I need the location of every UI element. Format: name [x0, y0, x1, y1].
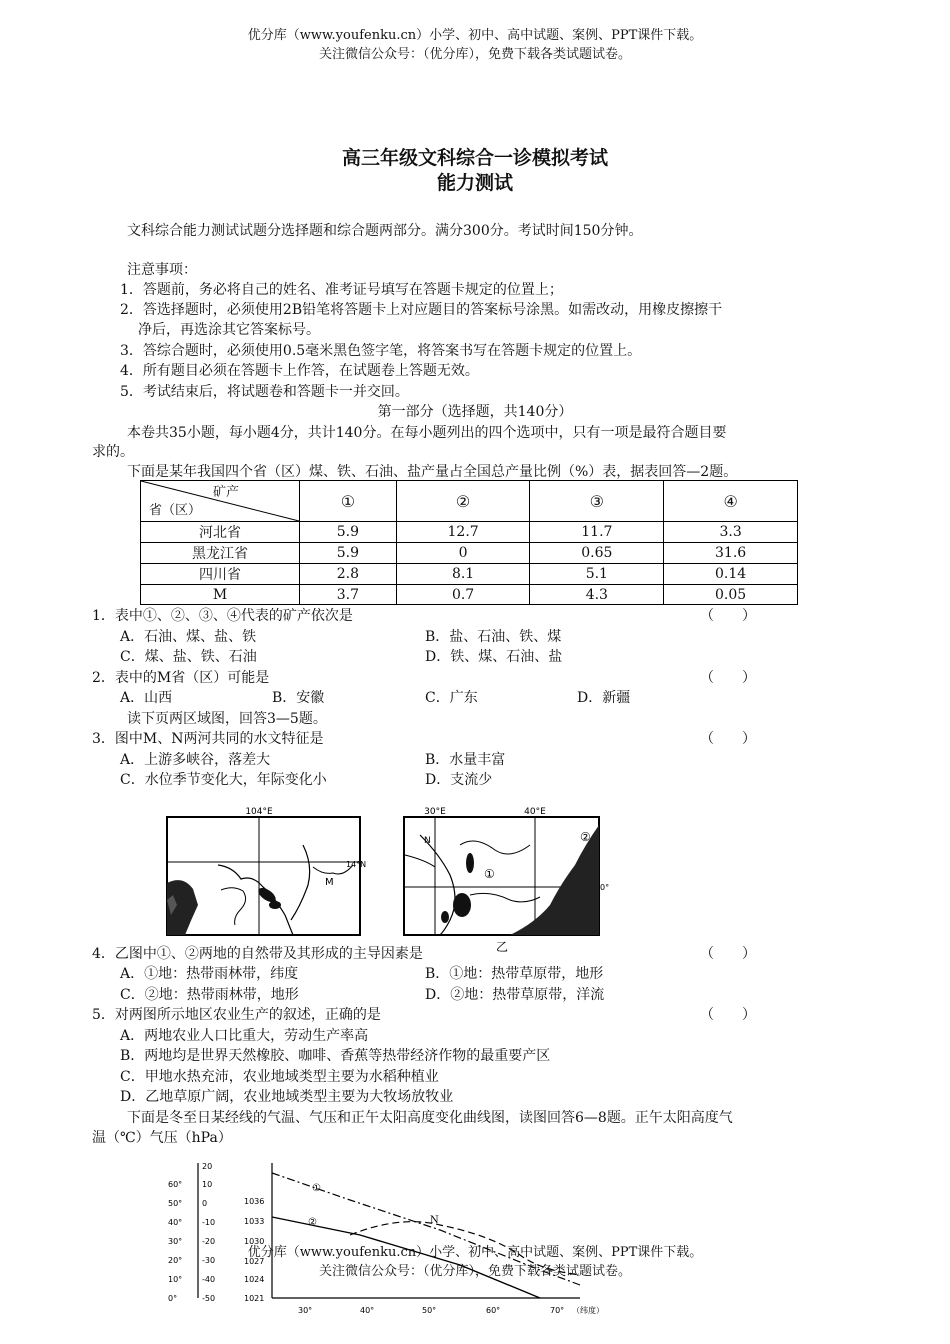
cell: 4.3 — [530, 585, 664, 605]
footer-line-2: 关注微信公众号：（优分库），免费下载各类试题试卷。 — [318, 1264, 631, 1279]
temp-tick: 20 — [202, 1162, 213, 1171]
part1-desc-cont: 求的。 — [92, 444, 134, 460]
footer-line-1: 优分库（www.youfenku.cn）小学、初中、高中试题、案例、PPT课件下载。 — [247, 1245, 703, 1260]
q4-option-a: A．①地：热带雨林带，纬度 — [120, 966, 299, 982]
table-corner-cell — [141, 481, 300, 522]
climate-graph — [160, 1155, 604, 1315]
pressure-tick: 1021 — [244, 1294, 265, 1303]
table-intro: 下面是某年我国四个省（区）煤、铁、石油、盐产量占全国总产量比例（%）表，据表回答—2题。 — [127, 464, 738, 480]
answer-paren: （ ） — [700, 608, 756, 624]
row-name: M — [141, 585, 300, 605]
map-jia-lon: 104°E — [245, 807, 273, 817]
table-row — [141, 543, 798, 564]
map-yi-caption: 乙 — [496, 940, 509, 954]
map-jia — [163, 805, 367, 937]
map-yi-river-label: N — [424, 836, 431, 846]
corner-top-label: 矿产 — [212, 485, 239, 500]
temp-tick: -10 — [202, 1218, 216, 1227]
q2-stem: 2．表中的M省（区）可能是 — [92, 670, 270, 686]
header-line-2: 关注微信公众号：（优分库），免费下载各类试题试卷。 — [318, 47, 631, 62]
pressure-tick: 1030 — [244, 1237, 265, 1246]
temp-tick: 0 — [202, 1199, 208, 1208]
cell: 12.7 — [396, 522, 530, 543]
q5-stem: 5．对两图所示地区农业生产的叙述，正确的是 — [92, 1007, 381, 1023]
cell: 31.6 — [664, 543, 798, 564]
cell: 8.1 — [396, 564, 530, 585]
x-axis-label: （纬度） — [572, 1306, 604, 1315]
cell: 0 — [396, 543, 530, 564]
temp-tick: -40 — [202, 1275, 216, 1284]
q3-option-b: B．水量丰富 — [425, 752, 506, 768]
pressure-tick: 1027 — [244, 1257, 265, 1266]
map-yi-lon2: 40°E — [524, 807, 546, 817]
lat-tick: 30° — [298, 1306, 313, 1315]
answer-paren: （ ） — [700, 670, 756, 686]
q4-option-b: B．①地：热带草原带，地形 — [425, 966, 604, 982]
temp-tick: -30 — [202, 1256, 216, 1265]
corner-bottom-label: 省（区） — [149, 503, 202, 518]
cell: 0.14 — [664, 564, 798, 585]
curve-1-label: ① — [312, 1183, 321, 1194]
cell: 0.05 — [664, 585, 798, 605]
cell: 11.7 — [530, 522, 664, 543]
header-line-1: 优分库（www.youfenku.cn）小学、初中、高中试题、案例、PPT课件下载。 — [247, 28, 703, 43]
q1-option-a: A．石油、煤、盐、铁 — [120, 629, 257, 645]
q5-option-b: B．两地均是世界天然橡胶、咖啡、香蕉等热带经济作物的最重要产区 — [120, 1048, 551, 1064]
notes-heading: 注意事项： — [127, 262, 197, 278]
ore-table — [140, 480, 798, 605]
lat-tick: 40° — [360, 1306, 375, 1315]
column-header: ② — [396, 481, 530, 522]
table-row — [141, 585, 798, 605]
map-jia-river-label: M — [325, 877, 334, 888]
graph-intro: 下面是冬至日某经线的气温、气压和正午太阳高度变化曲线图，读图回答6—8题。正午太阳高度气 — [127, 1110, 733, 1126]
answer-paren: （ ） — [700, 1007, 756, 1023]
cell: 3.7 — [300, 585, 397, 605]
sun-tick: 30° — [168, 1237, 183, 1246]
map-yi-lon1: 30°E — [424, 807, 446, 817]
column-header: ① — [300, 481, 397, 522]
map-yi-lat: 0° — [600, 883, 610, 892]
lat-tick: 60° — [486, 1306, 501, 1315]
q2-option-a: A．山西 — [120, 690, 173, 706]
sun-tick: 50° — [168, 1199, 183, 1208]
row-name: 四川省 — [141, 564, 300, 585]
map-yi-mark-2: ② — [580, 830, 591, 844]
q1-option-b: B．盐、石油、铁、煤 — [425, 629, 562, 645]
column-header: ④ — [664, 481, 798, 522]
pressure-tick: 1033 — [244, 1217, 265, 1226]
map-yi-mark-1: ① — [484, 867, 495, 881]
note-item: 5．考试结束后，将试题卷和答题卡一并交回。 — [120, 384, 409, 400]
page-title: 高三年级文科综合一诊模拟考试 — [341, 147, 608, 169]
cell: 0.7 — [396, 585, 530, 605]
q2-option-b: B．安徽 — [272, 690, 325, 706]
sun-tick: 0° — [168, 1294, 178, 1303]
temp-tick: -20 — [202, 1237, 216, 1246]
pressure-tick: 1024 — [244, 1275, 265, 1284]
curve-n-label: N — [430, 1215, 439, 1226]
map-yi — [400, 805, 615, 953]
note-item: 3．答综合题时，必须使用0.5毫米黑色签字笔，将答案书写在答题卡规定的位置上。 — [120, 343, 642, 359]
note-item: 净后，再选涂其它答案标号。 — [138, 322, 320, 338]
column-header: ③ — [530, 481, 664, 522]
cell: 3.3 — [664, 522, 798, 543]
pressure-tick: 1036 — [244, 1197, 265, 1206]
map-jia-lat: 14°N — [346, 860, 367, 869]
q5-option-d: D．乙地草原广阔，农业地域类型主要为大牧场放牧业 — [120, 1089, 454, 1105]
part1-heading: 第一部分（选择题，共140分） — [377, 404, 573, 420]
sun-tick: 60° — [168, 1180, 183, 1189]
q3-option-c: C．水位季节变化大，年际变化小 — [120, 772, 327, 788]
q2-option-d: D．新疆 — [577, 690, 631, 706]
q5-option-c: C．甲地水热充沛，农业地域类型主要为水稻种植业 — [120, 1069, 439, 1085]
q4-option-c: C．②地：热带雨林带，地形 — [120, 987, 299, 1003]
q5-option-a: A．两地农业人口比重大，劳动生产率高 — [120, 1028, 369, 1044]
note-item: 2．答选择题时，必须使用2B铅笔将答题卡上对应题目的答案标号涂黑。如需改动，用橡皮擦擦干 — [120, 302, 723, 318]
graph-intro-cont: 温（℃）气压（hPa） — [92, 1130, 232, 1146]
row-name: 黑龙江省 — [141, 543, 300, 564]
answer-paren: （ ） — [700, 731, 756, 747]
table-row — [141, 564, 798, 585]
q2-option-c: C．广东 — [425, 690, 478, 706]
page-subtitle: 能力测试 — [436, 172, 513, 194]
q1-stem: 1．表中①、②、③、④代表的矿产依次是 — [92, 608, 353, 624]
sun-tick: 10° — [168, 1275, 183, 1284]
sun-tick: 40° — [168, 1218, 183, 1227]
q1-option-d: D．铁、煤、石油、盐 — [425, 649, 563, 665]
table-row — [141, 522, 798, 543]
part1-desc: 本卷共35小题，每小题4分，共计140分。在每小题列出的四个选项中，只有一项是最符合题目要 — [127, 425, 727, 441]
q3-option-a: A．上游多峡谷，落差大 — [120, 752, 271, 768]
q3-stem: 3．图中M、N两河共同的水文特征是 — [92, 731, 324, 747]
intro-text: 文科综合能力测试试题分选择题和综合题两部分。满分300分。考试时间150分钟。 — [127, 223, 643, 239]
cell: 0.65 — [530, 543, 664, 564]
note-item: 4．所有题目必须在答题卡上作答，在试题卷上答题无效。 — [120, 363, 479, 379]
sun-tick: 20° — [168, 1256, 183, 1265]
q4-stem: 4．乙图中①、②两地的自然带及其形成的主导因素是 — [92, 946, 423, 962]
row-name: 河北省 — [141, 522, 300, 543]
note-item: 1．答题前，务必将自己的姓名、准考证号填写在答题卡规定的位置上； — [120, 282, 563, 298]
temp-tick: 10 — [202, 1180, 213, 1189]
cell: 2.8 — [300, 564, 397, 585]
q3-option-d: D．支流少 — [425, 772, 493, 788]
cell: 5.1 — [530, 564, 664, 585]
lat-tick: 70° — [550, 1306, 565, 1315]
q4-option-d: D．②地：热带草原带，洋流 — [425, 987, 605, 1003]
curve-2-label: ② — [308, 1217, 317, 1228]
answer-paren: （ ） — [700, 946, 756, 962]
map-intro: 读下页两区域图，回答3—5题。 — [127, 711, 327, 727]
cell: 5.9 — [300, 522, 397, 543]
lat-tick: 50° — [422, 1306, 437, 1315]
q1-option-c: C．煤、盐、铁、石油 — [120, 649, 257, 665]
cell: 5.9 — [300, 543, 397, 564]
temp-tick: -50 — [202, 1294, 216, 1303]
